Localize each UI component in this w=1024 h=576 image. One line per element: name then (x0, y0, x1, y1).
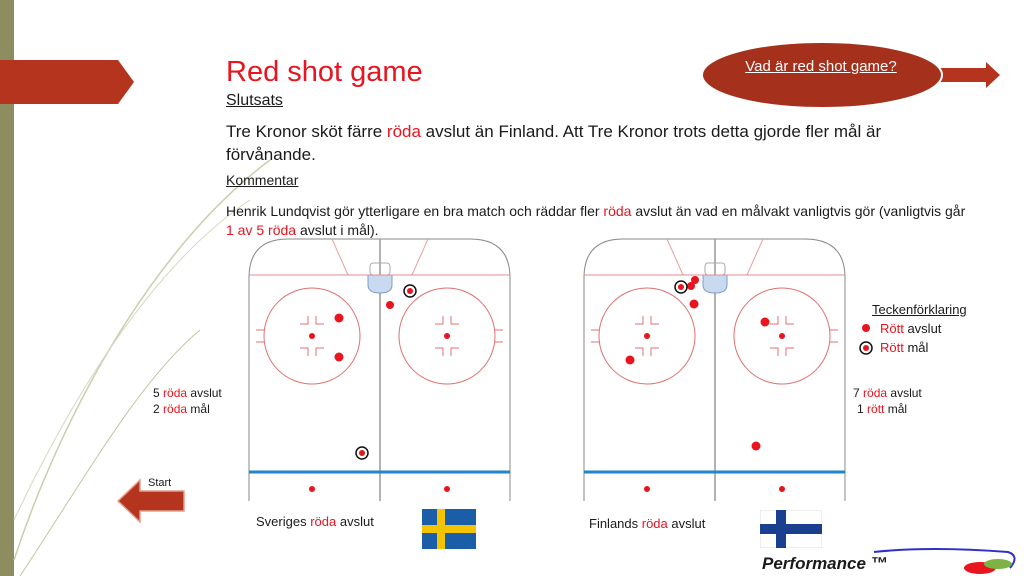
finland-goals-suffix: mål (884, 402, 908, 416)
shot-marker (690, 300, 699, 309)
shot-marker (687, 282, 695, 290)
legend-shot-word: Rött (880, 321, 904, 336)
legend-row-goal (858, 338, 967, 357)
legend-title: Teckenförklaring (872, 302, 967, 317)
legend-shot-suffix: avslut (903, 321, 942, 336)
finland-stats (853, 385, 922, 417)
comment-part2: avslut än vad en målvakt vanligtvis gör (vanligtvis går (631, 203, 966, 219)
legend-goal-suffix: mål (903, 340, 929, 355)
goal-marker-core (359, 450, 365, 456)
conclusion-text (226, 120, 966, 166)
sweden-shots-count: 5 (153, 386, 160, 400)
what-is-red-shot-game-button[interactable]: Vad är red shot game? (745, 58, 897, 75)
brand-logo-text: Performance ™ (762, 554, 888, 573)
sweden-goals-word: röda (163, 402, 188, 416)
finland-flag-icon (760, 510, 822, 548)
sweden-shots-suffix: avslut (187, 386, 222, 400)
comment-part3: avslut i mål). (296, 222, 379, 238)
shot-marker (335, 314, 344, 323)
goal-legend-icon (858, 340, 874, 356)
shot-marker (335, 353, 344, 362)
sweden-goals-line (153, 401, 222, 417)
shot-legend-icon (860, 322, 874, 336)
title-arrow-banner (0, 60, 140, 104)
conclusion-highlight: röda (386, 122, 421, 141)
sweden-goals-count: 2 (153, 402, 160, 416)
rink-sweden (248, 238, 512, 502)
sweden-caption-word: röda (310, 514, 337, 529)
shot-marker (626, 356, 635, 365)
page-title: Red shot game (226, 56, 423, 88)
sweden-stats (153, 385, 222, 417)
start-back-button[interactable] (116, 478, 188, 524)
finland-shots-word: röda (863, 386, 888, 400)
shot-marker (761, 318, 770, 327)
sweden-caption (256, 514, 374, 529)
start-label: Start (148, 477, 172, 489)
sweden-shots-line (153, 385, 222, 401)
goal-marker-core (407, 288, 413, 294)
sweden-caption-suffix: avslut (336, 514, 374, 529)
finland-caption-suffix: avslut (667, 516, 706, 531)
sweden-flag-icon (422, 509, 476, 549)
finland-caption-prefix: Finlands (589, 516, 642, 531)
legend-goal-word: Rött (880, 340, 904, 355)
conclusion-part2: avslut än Finland. Att Tre Kronor trots detta gjorde fler mål är förvånande. (226, 122, 882, 164)
shot-marker (752, 442, 761, 451)
legend (858, 300, 967, 357)
subtitle: Slutsats (226, 92, 283, 109)
legend-row-shot (858, 319, 967, 338)
goal-marker-core (678, 284, 684, 290)
finland-shots-count: 7 (853, 386, 860, 400)
finland-caption (589, 516, 705, 531)
comment-highlight-1: röda (603, 203, 632, 219)
sweden-caption-prefix: Sveriges (256, 514, 311, 529)
conclusion-part1: Tre Kronor sköt färre (226, 122, 387, 141)
finland-shots-suffix: avslut (887, 386, 922, 400)
sweden-goals-suffix: mål (187, 402, 210, 416)
comment-label: Kommentar (226, 172, 299, 188)
comment-highlight-2: 1 av 5 röda (226, 222, 297, 238)
comment-part1: Henrik Lundqvist gör ytterligare en bra match och räddar fler (226, 203, 604, 219)
comment-text (226, 202, 966, 240)
finland-shots-line (853, 385, 922, 401)
sweden-shots-word: röda (163, 386, 188, 400)
finland-goals-line (853, 401, 922, 417)
rink-finland (583, 238, 847, 502)
brand-swoosh (870, 546, 1020, 576)
shot-marker (386, 301, 394, 309)
finland-goals-count: 1 (857, 402, 864, 416)
finland-goals-word: rött (867, 402, 885, 416)
finland-caption-word: röda (641, 516, 668, 531)
